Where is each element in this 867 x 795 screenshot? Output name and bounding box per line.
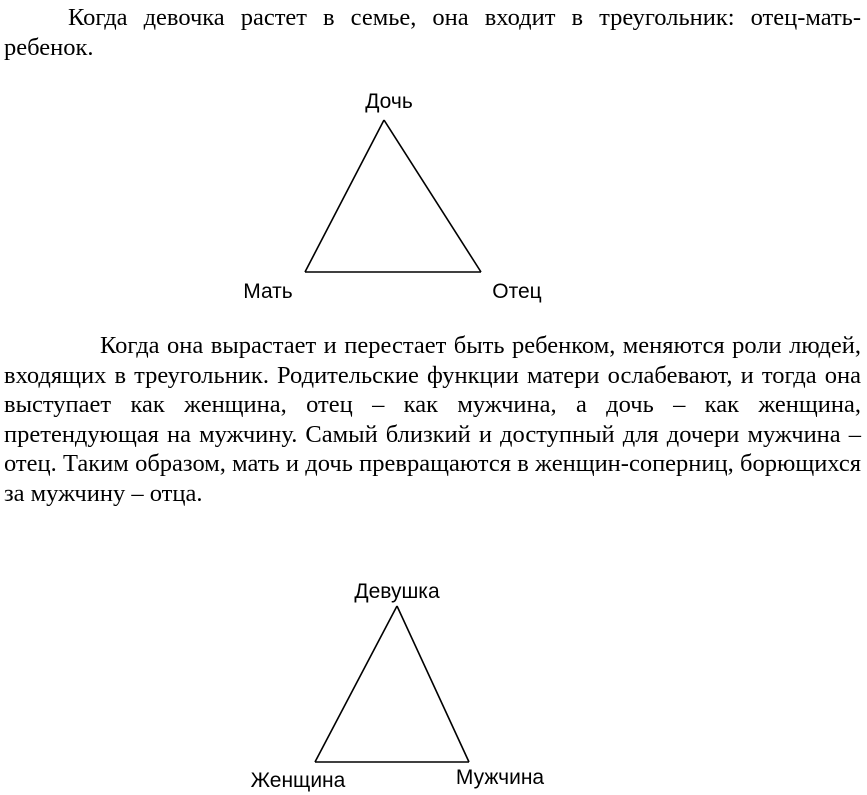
vertex-label-right: Отец — [492, 280, 542, 303]
triangle-diagram-roles — [0, 570, 867, 795]
paragraph-family-triangle: Когда девочка растет в семье, она входит в треугольник: отец-мать-ребенок. — [4, 4, 861, 61]
vertex-label-left: Женщина — [250, 769, 346, 792]
triangle-edge-left — [305, 120, 384, 272]
vertex-label-left: Мать — [243, 280, 293, 303]
triangle-edge-left — [315, 606, 397, 762]
vertex-label-top: Дочь — [365, 90, 413, 113]
triangle-edge-right — [397, 606, 469, 762]
paragraph-roles-change: Когда она вырастает и перестает быть ребенком, меняются роли людей, входящих в треугольник. Родительские функции матери ослабевают, и тогда она выступает как женщина, отец – как мужчина, а дочь – как женщина, претендующая на мужчину. Самый близкий и доступный для дочери мужчина – отец. Таким образом, мать и дочь превращаются в женщин-соперниц, борющихся за мужчину – отца. — [4, 332, 861, 507]
vertex-label-top: Девушка — [354, 580, 440, 603]
triangle-edge-right — [384, 120, 481, 272]
triangle-shape — [305, 120, 481, 272]
triangle-shape — [315, 606, 469, 762]
triangle-diagram-family — [0, 80, 867, 310]
vertex-label-right: Мужчина — [455, 766, 545, 789]
